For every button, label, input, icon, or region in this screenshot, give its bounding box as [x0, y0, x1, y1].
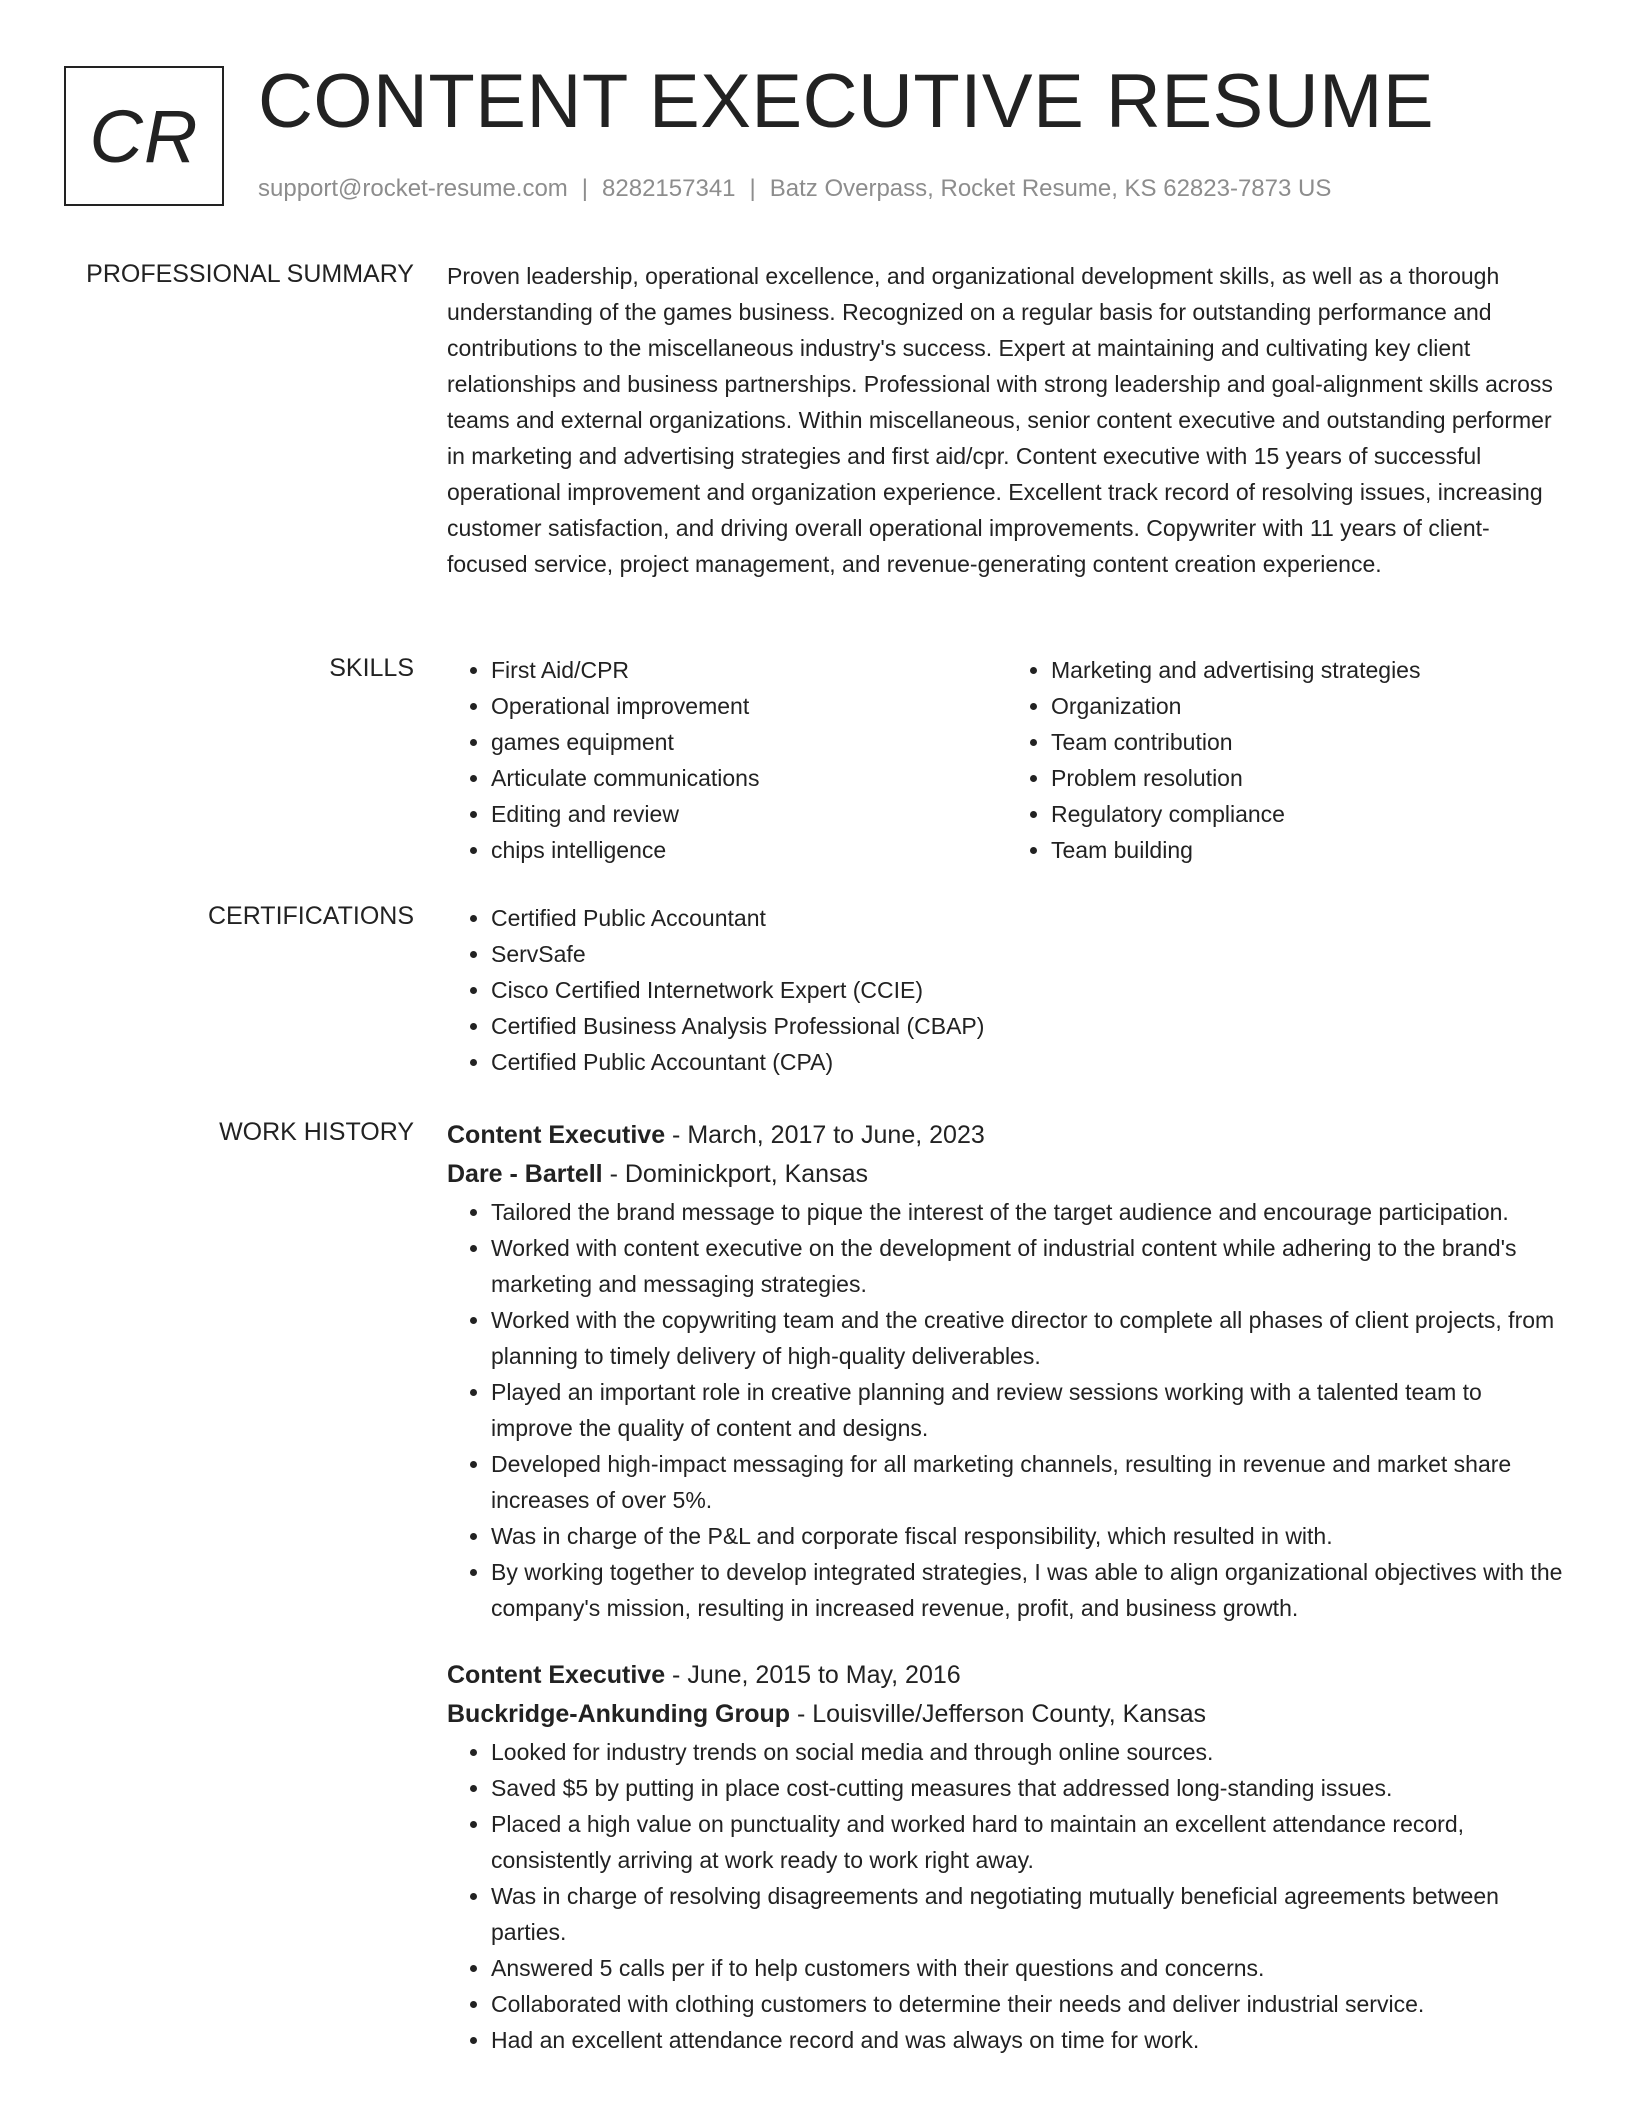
- job-title: Content Executive: [447, 1661, 666, 1689]
- job-duty: • Looked for industry trends on social media and through online sources.: [491, 1734, 1567, 1770]
- certification-item: • ServSafe: [491, 936, 1567, 972]
- job-entry: [447, 1656, 1567, 2058]
- section-label-skills: SKILLS: [329, 654, 414, 682]
- skill-item: • Team building: [1051, 832, 1567, 868]
- job-duty: • Worked with the copywriting team and the creative director to complete all phases of client projects, from planning to timely delivery of high-quality deliverables.: [491, 1302, 1567, 1374]
- job-duty: • Was in charge of the P&L and corporate fiscal responsibility, which resulted in with.: [491, 1518, 1567, 1554]
- job-duty: • Had an excellent attendance record and was always on time for work.: [491, 2022, 1567, 2058]
- certifications-body: [447, 900, 1567, 1080]
- skill-item: • Team contribution: [1051, 724, 1567, 760]
- job-duty: • Saved $5 by putting in place cost-cutting measures that addressed long-standing issues.: [491, 1770, 1567, 1806]
- skill-item: • Operational improvement: [491, 688, 1007, 724]
- job-duty: • Played an important role in creative planning and review sessions working with a talented team to improve the quality of content and designs.: [491, 1374, 1567, 1446]
- job-duty: • Placed a high value on punctuality and worked hard to maintain an excellent attendance record, consistently arriving at work ready to work right away.: [491, 1806, 1567, 1878]
- contact-separator: |: [749, 175, 756, 202]
- job-location: - Dominickport, Kansas: [602, 1160, 868, 1188]
- job-duty: • Tailored the brand message to pique the interest of the target audience and encourage participation.: [491, 1194, 1567, 1230]
- certification-item: • Cisco Certified Internetwork Expert (CCIE): [491, 972, 1567, 1008]
- skills-list-left: [447, 652, 1007, 868]
- skills-body: [447, 652, 1567, 868]
- job-company: Dare - Bartell: [447, 1160, 603, 1188]
- job-duty: • Worked with content executive on the development of industrial content while adhering to the brand's marketing and messaging strategies.: [491, 1230, 1567, 1302]
- skill-item: • Organization: [1051, 688, 1567, 724]
- certification-item: • Certified Public Accountant (CPA): [491, 1044, 1567, 1080]
- job-heading: [447, 1656, 1567, 1695]
- job-duty: • Collaborated with clothing customers to determine their needs and deliver industrial service.: [491, 1986, 1567, 2022]
- contact-address: Batz Overpass, Rocket Resume, KS 62823-7873 US: [769, 175, 1332, 202]
- job-duty: • By working together to develop integrated strategies, I was able to align organizational objectives with the company's mission, resulting in increased revenue, profit, and business growth.: [491, 1554, 1567, 1626]
- certification-item: • Certified Business Analysis Professional (CBAP): [491, 1008, 1567, 1044]
- skill-item: • Articulate communications: [491, 760, 1007, 796]
- resume-title: CONTENT EXECUTIVE RESUME: [258, 59, 1435, 144]
- contact-separator: |: [581, 175, 589, 202]
- job-employer: [447, 1155, 1567, 1194]
- skill-item: • Regulatory compliance: [1051, 796, 1567, 832]
- job-duty: • Developed high-impact messaging for all marketing channels, resulting in revenue and market share increases of over 5%.: [491, 1446, 1567, 1518]
- section-label-certifications: CERTIFICATIONS: [207, 902, 414, 930]
- job-dates: - June, 2015 to May, 2016: [665, 1661, 961, 1689]
- certification-item: • Certified Public Accountant: [491, 900, 1567, 936]
- contact-email: support@rocket-resume.com: [258, 175, 568, 202]
- summary-text: Proven leadership, operational excellence, and organizational development skills, as well as a thorough understanding of the games business. Recognized on a regular basis for outstanding performance and contributions to the miscellaneous industry's success. Expert at maintaining and cultivating key client relationships and business partnerships. Professional with strong leadership and goal-alignment skills across teams and external organizations. Within miscellaneous, senior content executive and outstanding performer in marketing and advertising strategies and first aid/cpr. Content executive with 15 years of successful operational improvement and organization experience. Excellent track record of resolving issues, increasing customer satisfaction, and driving overall operational improvements. Copywriter with 11 years of client-focused service, project management, and revenue-generating content creation experience.: [447, 263, 1553, 577]
- skills-list-right: [1007, 652, 1567, 868]
- skill-item: • Marketing and advertising strategies: [1051, 652, 1567, 688]
- job-employer: [447, 1695, 1567, 1734]
- contact-phone: 8282157341: [602, 175, 736, 202]
- job-duty: • Was in charge of resolving disagreements and negotiating mutually beneficial agreements between parties.: [491, 1878, 1567, 1950]
- skill-item: • chips intelligence: [491, 832, 1007, 868]
- job-duties-list: [447, 1734, 1567, 2058]
- work-history-body: [447, 1116, 1567, 2058]
- job-dates: - March, 2017 to June, 2023: [665, 1121, 985, 1149]
- monogram-logo: CR: [64, 66, 224, 206]
- skill-item: • Editing and review: [491, 796, 1007, 832]
- skill-item: • First Aid/CPR: [491, 652, 1007, 688]
- job-title: Content Executive: [447, 1121, 666, 1149]
- job-company: Buckridge-Ankunding Group: [447, 1700, 791, 1728]
- job-heading: [447, 1116, 1567, 1155]
- job-location: - Louisville/Jefferson County, Kansas: [790, 1700, 1207, 1728]
- job-entry: [447, 1116, 1567, 1626]
- section-label-work-history: WORK HISTORY: [219, 1118, 414, 1146]
- skill-item: • games equipment: [491, 724, 1007, 760]
- section-label-summary: PROFESSIONAL SUMMARY: [86, 260, 414, 288]
- summary-body: [447, 258, 1567, 582]
- contact-line: [258, 174, 1331, 204]
- certifications-list: [447, 900, 1567, 1080]
- job-duty: • Answered 5 calls per if to help customers with their questions and concerns.: [491, 1950, 1567, 1986]
- job-duties-list: [447, 1194, 1567, 1626]
- skill-item: • Problem resolution: [1051, 760, 1567, 796]
